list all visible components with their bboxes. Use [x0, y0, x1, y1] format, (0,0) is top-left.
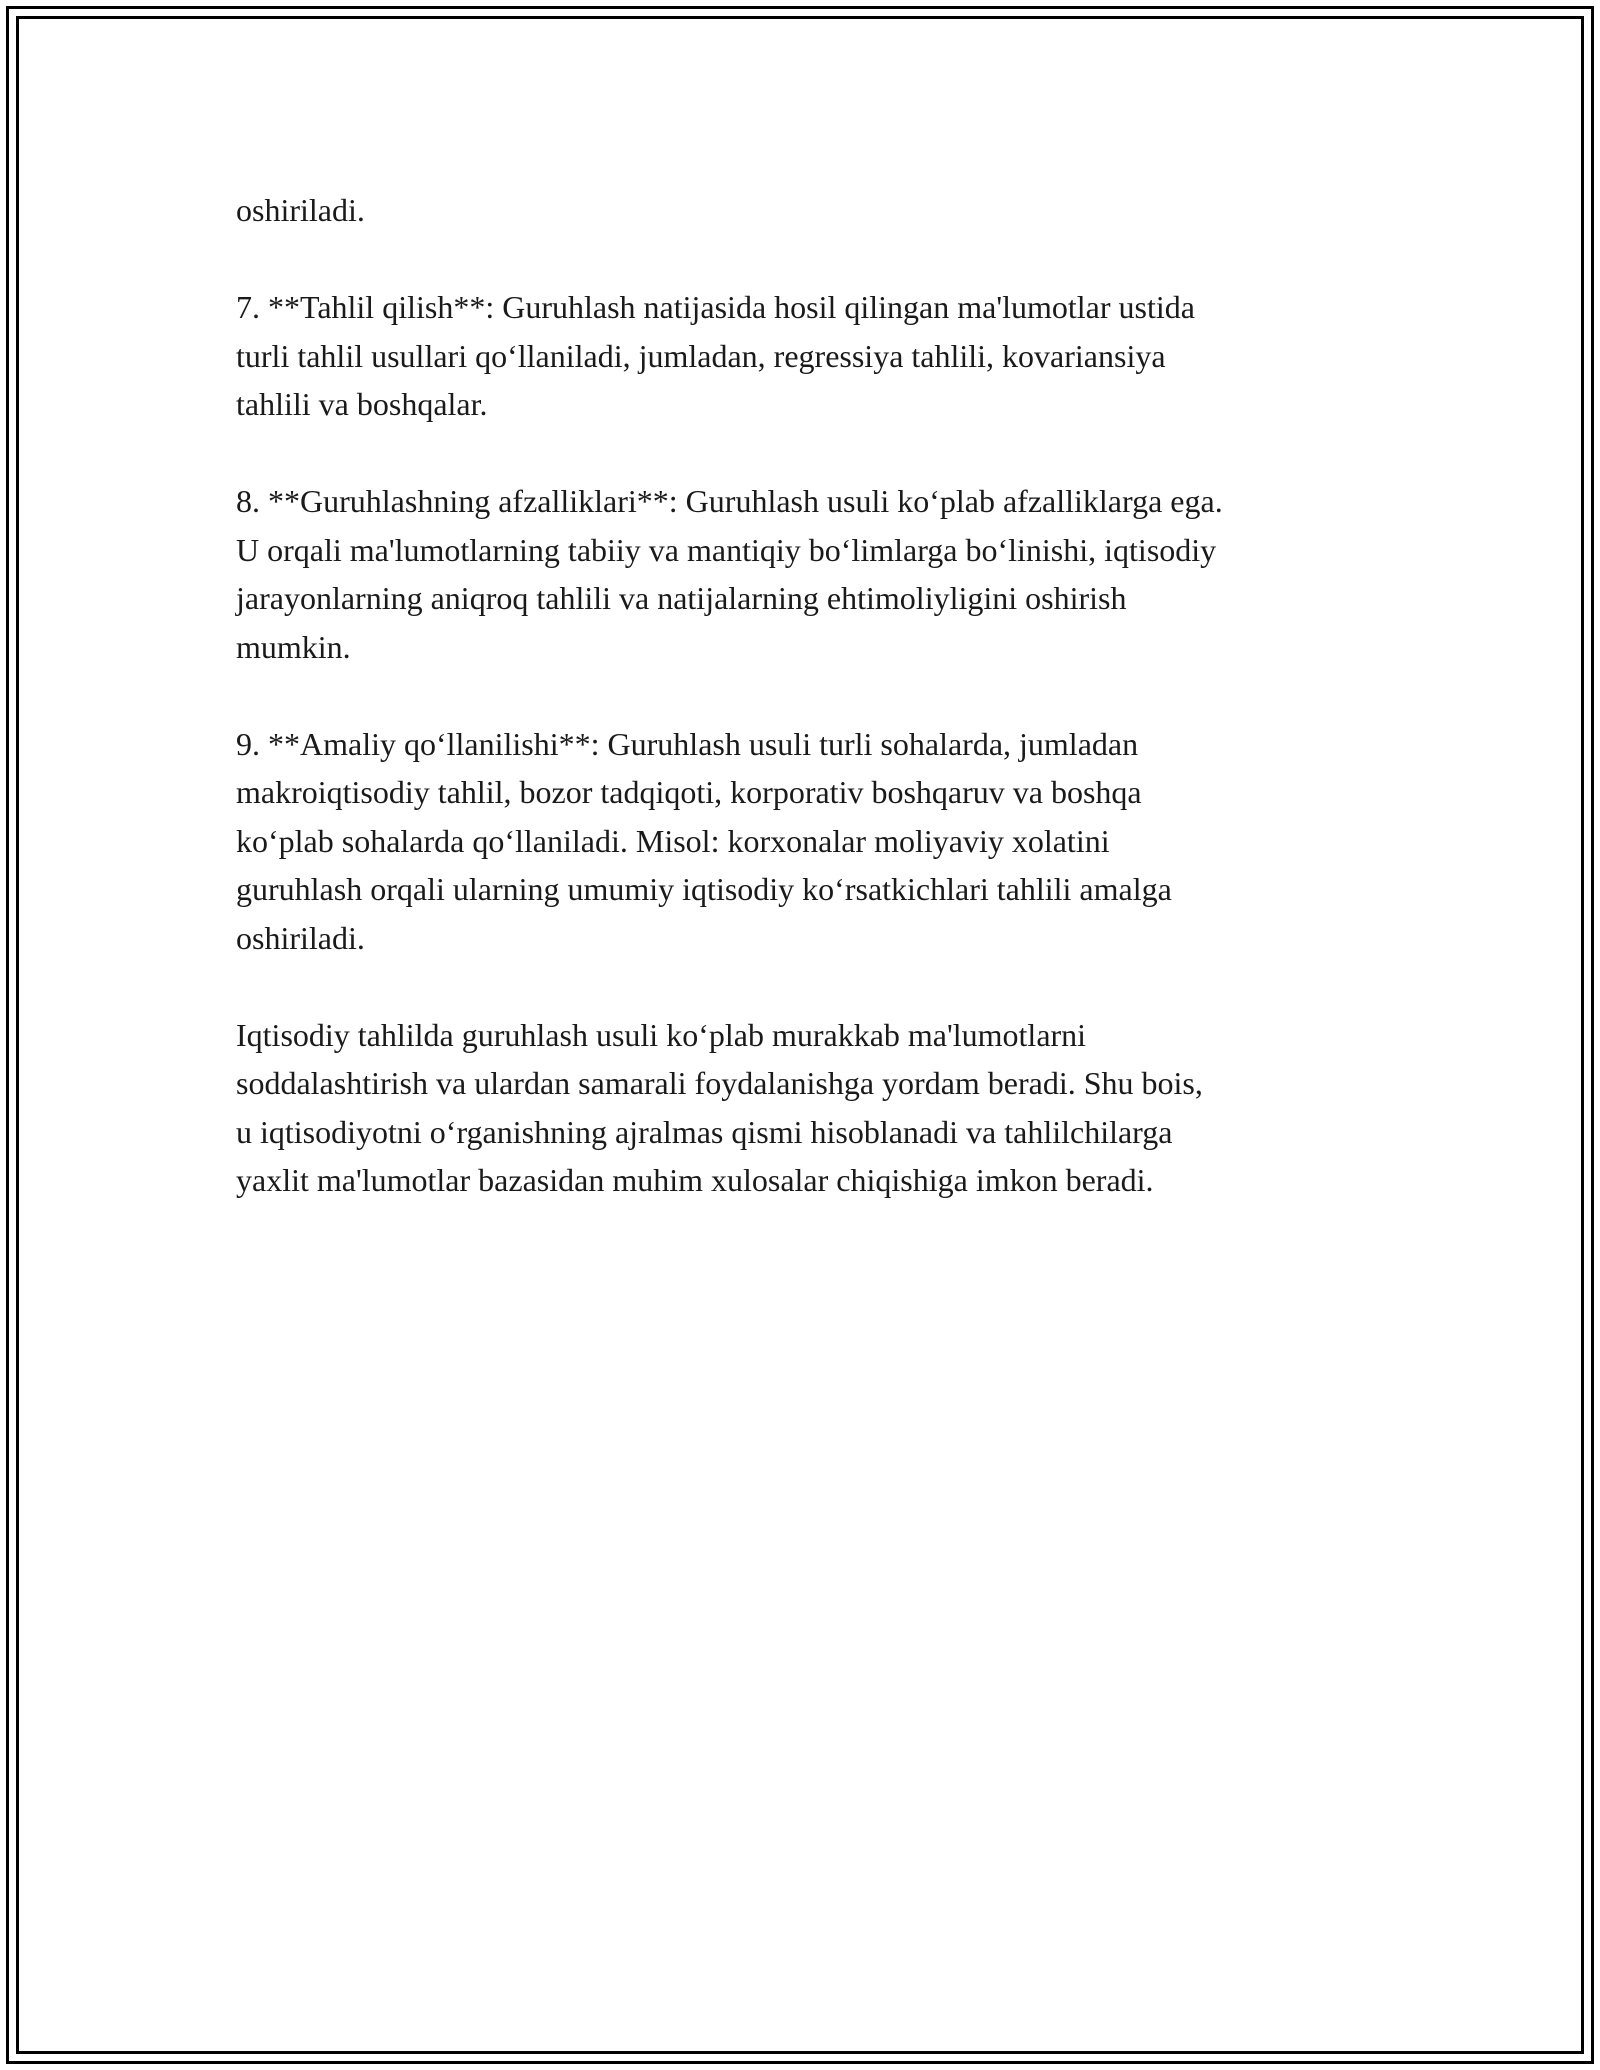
paragraph-item-9: 9. **Amaliy qo‘llanilishi**: Guruhlash usuli turli sohalarda, jumladan makroiqtisodiy tahlil, bozor tadqiqoti, korporativ boshqaruv va boshqa ko‘plab sohalarda qo‘llaniladi. Misol: korxonalar moliyaviy xolatini guruhlash orqali ularning umumiy iqtisodiy ko‘rsatkichlari tahlili amalga oshiriladi. — [236, 725, 1172, 956]
paragraph-item-8: 8. **Guruhlashning afzalliklari**: Guruhlash usuli ko‘plab afzalliklarga ega. U orqali ma'lumotlarning tabiiy va mantiqiy bo‘limlarga bo‘linishi, iqtisodiy jarayonlarning aniqroq tahlili va natijalarning ehtimoliyligini oshirish mumkin. — [236, 483, 1223, 665]
paragraph-item-7: 7. **Tahlil qilish**: Guruhlash natijasida hosil qilingan ma'lumotlar ustida turli tahlil usullari qo‘llaniladi, jumladan, regressiya tahlili, kovariansiya tahlili va boshqalar. — [236, 289, 1195, 422]
paragraph-continuation: oshiriladi. — [236, 192, 365, 228]
paragraph-conclusion: Iqtisodiy tahlilda guruhlash usuli ko‘plab murakkab ma'lumotlarni soddalashtirish va ulardan samarali foydalanishga yordam beradi. Shu bois, u iqtisodiyotni o‘rganishning ajralmas qismi hisoblanadi va tahlilchilarga yaxlit ma'lumotlar bazasidan muhim xulosalar chiqishiga imkon beradi. — [236, 1016, 1203, 1198]
document-body — [236, 186, 1376, 1253]
